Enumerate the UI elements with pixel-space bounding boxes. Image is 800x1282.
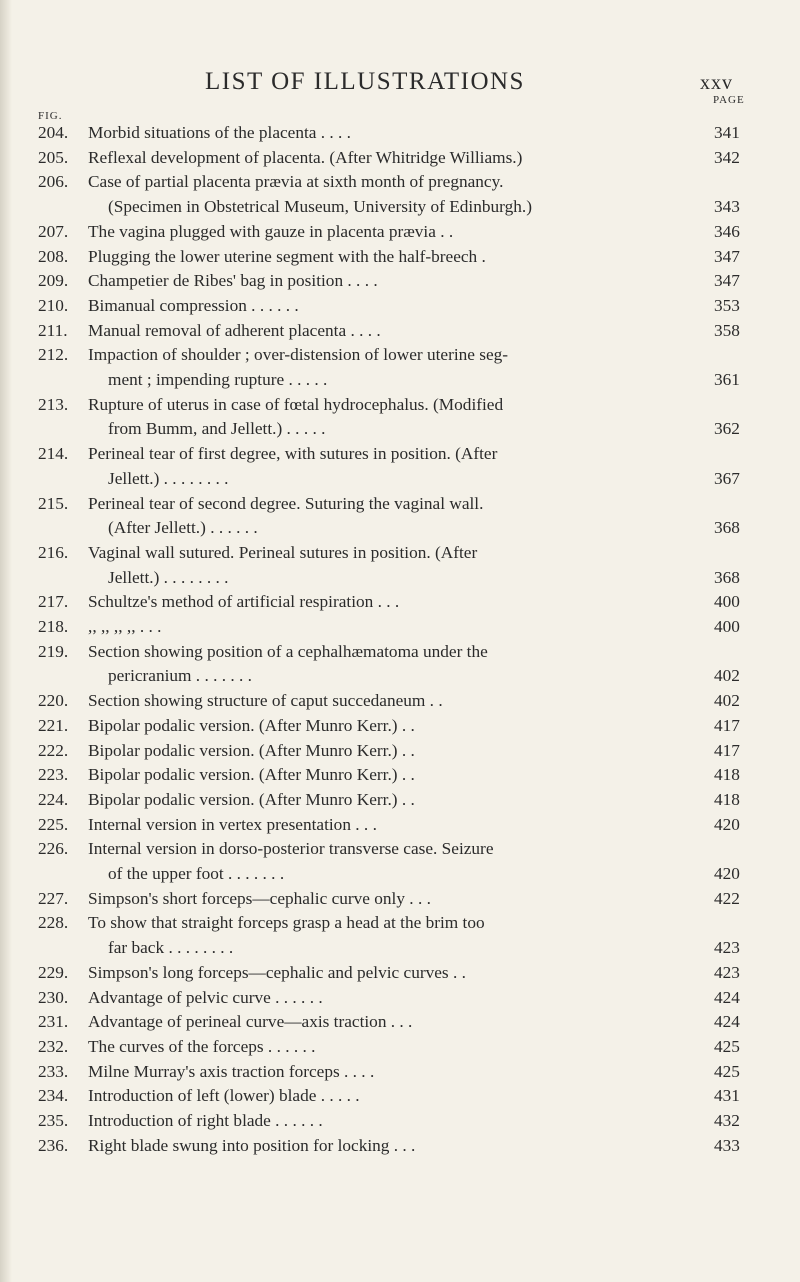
- fig-number: 213.: [38, 394, 69, 414]
- caption-text: Perineal tear of first degree, with sutures in position. (After: [88, 444, 498, 464]
- page-number: 420: [714, 814, 740, 834]
- fig-number: 205.: [38, 147, 69, 167]
- page-binding-edge: [0, 0, 12, 1282]
- fig-number: 230.: [38, 987, 69, 1007]
- caption-text: Champetier de Ribes' bag in position . . . .: [88, 271, 378, 291]
- page-number: 361: [714, 370, 740, 389]
- caption-text: Morbid situations of the placenta . . . .: [88, 123, 352, 142]
- page-number: 431: [714, 1086, 740, 1106]
- caption-continuation: Jellett.) . . . . . . . .: [108, 567, 229, 587]
- fig-number: 226.: [38, 839, 69, 859]
- page-number: 425: [714, 1036, 740, 1056]
- page-number: 367: [714, 468, 740, 488]
- fig-number: 217.: [38, 592, 69, 612]
- fig-number: 212.: [38, 345, 69, 365]
- caption-text: Internal version in vertex presentation . . .: [88, 814, 377, 834]
- caption-text: Bipolar podalic version. (After Munro Kerr.) . .: [88, 715, 415, 735]
- page-number: 343: [714, 197, 740, 217]
- fig-number: 233.: [38, 1061, 69, 1081]
- fig-number: 208.: [38, 246, 69, 266]
- caption-text: The vagina plugged with gauze in placenta prævia . .: [88, 221, 454, 241]
- page-number: 424: [714, 1012, 740, 1032]
- caption-continuation: Jellett.) . . . . . . . .: [108, 468, 229, 488]
- fig-number: 209.: [38, 271, 69, 291]
- fig-number: 223.: [38, 765, 69, 785]
- caption-text: Milne Murray's axis traction forceps . . . .: [88, 1061, 375, 1081]
- caption-text: ,, ,, ,, ,, . . .: [88, 617, 162, 636]
- page-number: 402: [714, 691, 740, 711]
- caption-continuation: of the upper foot . . . . . . .: [108, 864, 285, 883]
- page-number: 342: [714, 147, 740, 167]
- page-number: 341: [714, 123, 740, 142]
- page-number: 422: [714, 888, 740, 908]
- page-number: 347: [714, 246, 740, 266]
- caption-text: Schultze's method of artificial respiration . . .: [88, 592, 400, 612]
- fig-number: 211.: [38, 320, 68, 340]
- caption-text: Right blade swung into position for locking . . .: [88, 1135, 416, 1155]
- page-number: 425: [714, 1061, 740, 1081]
- caption-text: Manual removal of adherent placenta . . . .: [88, 320, 381, 340]
- fig-number: 221.: [38, 715, 69, 735]
- caption-text: Advantage of perineal curve—axis traction . . .: [88, 1012, 413, 1032]
- caption-text: The curves of the forceps . . . . . .: [88, 1036, 316, 1056]
- caption-text: Bipolar podalic version. (After Munro Kerr.) . .: [88, 740, 415, 760]
- page-number: 417: [714, 740, 740, 760]
- page-number: 418: [714, 789, 740, 809]
- caption-text: Advantage of pelvic curve . . . . . .: [88, 987, 323, 1007]
- caption-continuation: ment ; impending rupture . . . . .: [108, 370, 328, 389]
- page-number: 423: [714, 938, 740, 958]
- fig-number: 231.: [38, 1012, 69, 1032]
- fig-column-label: FIG.: [38, 110, 63, 122]
- page-column-label: PAGE: [713, 94, 745, 106]
- fig-number: 206.: [38, 172, 69, 192]
- fig-number: 222.: [38, 740, 69, 760]
- fig-number: 228.: [38, 913, 69, 933]
- page-number: 347: [714, 271, 740, 291]
- caption-text: Bipolar podalic version. (After Munro Kerr.) . .: [88, 789, 415, 809]
- caption-text: Reflexal development of placenta. (After Whitridge Williams.): [88, 147, 523, 167]
- caption-text: Introduction of right blade . . . . . .: [88, 1111, 323, 1130]
- page-number: 423: [714, 962, 740, 982]
- page-number: 346: [714, 221, 740, 241]
- caption-text: Case of partial placenta prævia at sixth month of pregnancy.: [88, 172, 504, 192]
- page-number: 358: [714, 320, 740, 340]
- caption-text: To show that straight forceps grasp a head at the brim too: [88, 913, 485, 933]
- fig-number: 210.: [38, 295, 69, 315]
- fig-number: 215.: [38, 493, 69, 513]
- caption-text: Bipolar podalic version. (After Munro Kerr.) . .: [88, 765, 415, 785]
- fig-number: 214.: [38, 444, 69, 464]
- fig-number: 207.: [38, 221, 69, 241]
- caption-text: Vaginal wall sutured. Perineal sutures in position. (After: [88, 542, 478, 562]
- fig-number: 234.: [38, 1086, 69, 1106]
- caption-text: Simpson's long forceps—cephalic and pelvic curves . .: [88, 962, 466, 982]
- fig-number: 216.: [38, 542, 69, 562]
- caption-text: Section showing position of a cephalhæmatoma under the: [88, 641, 488, 661]
- caption-continuation: (Specimen in Obstetrical Museum, University of Edinburgh.): [108, 197, 532, 217]
- running-head-title: LIST OF ILLUSTRATIONS: [205, 68, 525, 95]
- page-number: 400: [714, 617, 740, 636]
- page-number: 402: [714, 666, 740, 686]
- caption-text: Section showing structure of caput succedaneum . .: [88, 691, 443, 711]
- page-number: 400: [714, 592, 740, 612]
- fig-number: 220.: [38, 691, 69, 711]
- page-number: 362: [714, 419, 740, 439]
- caption-continuation: pericranium . . . . . . .: [108, 666, 252, 686]
- running-head-page-numeral: xxv: [700, 72, 733, 94]
- page-number: 433: [714, 1135, 740, 1155]
- caption-text: Rupture of uterus in case of fœtal hydrocephalus. (Modified: [88, 394, 504, 414]
- page-number: 417: [714, 715, 740, 735]
- page-number: 418: [714, 765, 740, 785]
- caption-text: Simpson's short forceps—cephalic curve only . . .: [88, 888, 431, 908]
- caption-text: Perineal tear of second degree. Suturing the vaginal wall.: [88, 493, 484, 513]
- page-number: 432: [714, 1111, 740, 1130]
- caption-text: Plugging the lower uterine segment with the half-breech .: [88, 246, 486, 266]
- page-number: 420: [714, 864, 740, 883]
- page-number: 353: [714, 295, 740, 315]
- fig-number: 227.: [38, 888, 69, 908]
- fig-number: 229.: [38, 962, 69, 982]
- page-number: 368: [714, 518, 740, 538]
- fig-number: 219.: [38, 641, 69, 661]
- page-number: 424: [714, 987, 740, 1007]
- caption-text: Bimanual compression . . . . . .: [88, 295, 299, 315]
- page-number: 368: [714, 567, 740, 587]
- caption-continuation: far back . . . . . . . .: [108, 938, 234, 958]
- fig-number: 224.: [38, 789, 69, 809]
- fig-number: 236.: [38, 1135, 69, 1155]
- fig-number: 232.: [38, 1036, 69, 1056]
- caption-continuation: from Bumm, and Jellett.) . . . . .: [108, 419, 326, 439]
- caption-text: Internal version in dorso-posterior transverse case. Seizure: [88, 839, 494, 859]
- fig-number: 225.: [38, 814, 69, 834]
- fig-number: 235.: [38, 1111, 69, 1130]
- caption-text: Impaction of shoulder ; over-distension of lower uterine seg-: [88, 345, 509, 365]
- caption-continuation: (After Jellett.) . . . . . .: [108, 518, 258, 538]
- caption-text: Introduction of left (lower) blade . . . . .: [88, 1086, 360, 1106]
- fig-number: 218.: [38, 617, 69, 636]
- fig-number: 204.: [38, 123, 69, 142]
